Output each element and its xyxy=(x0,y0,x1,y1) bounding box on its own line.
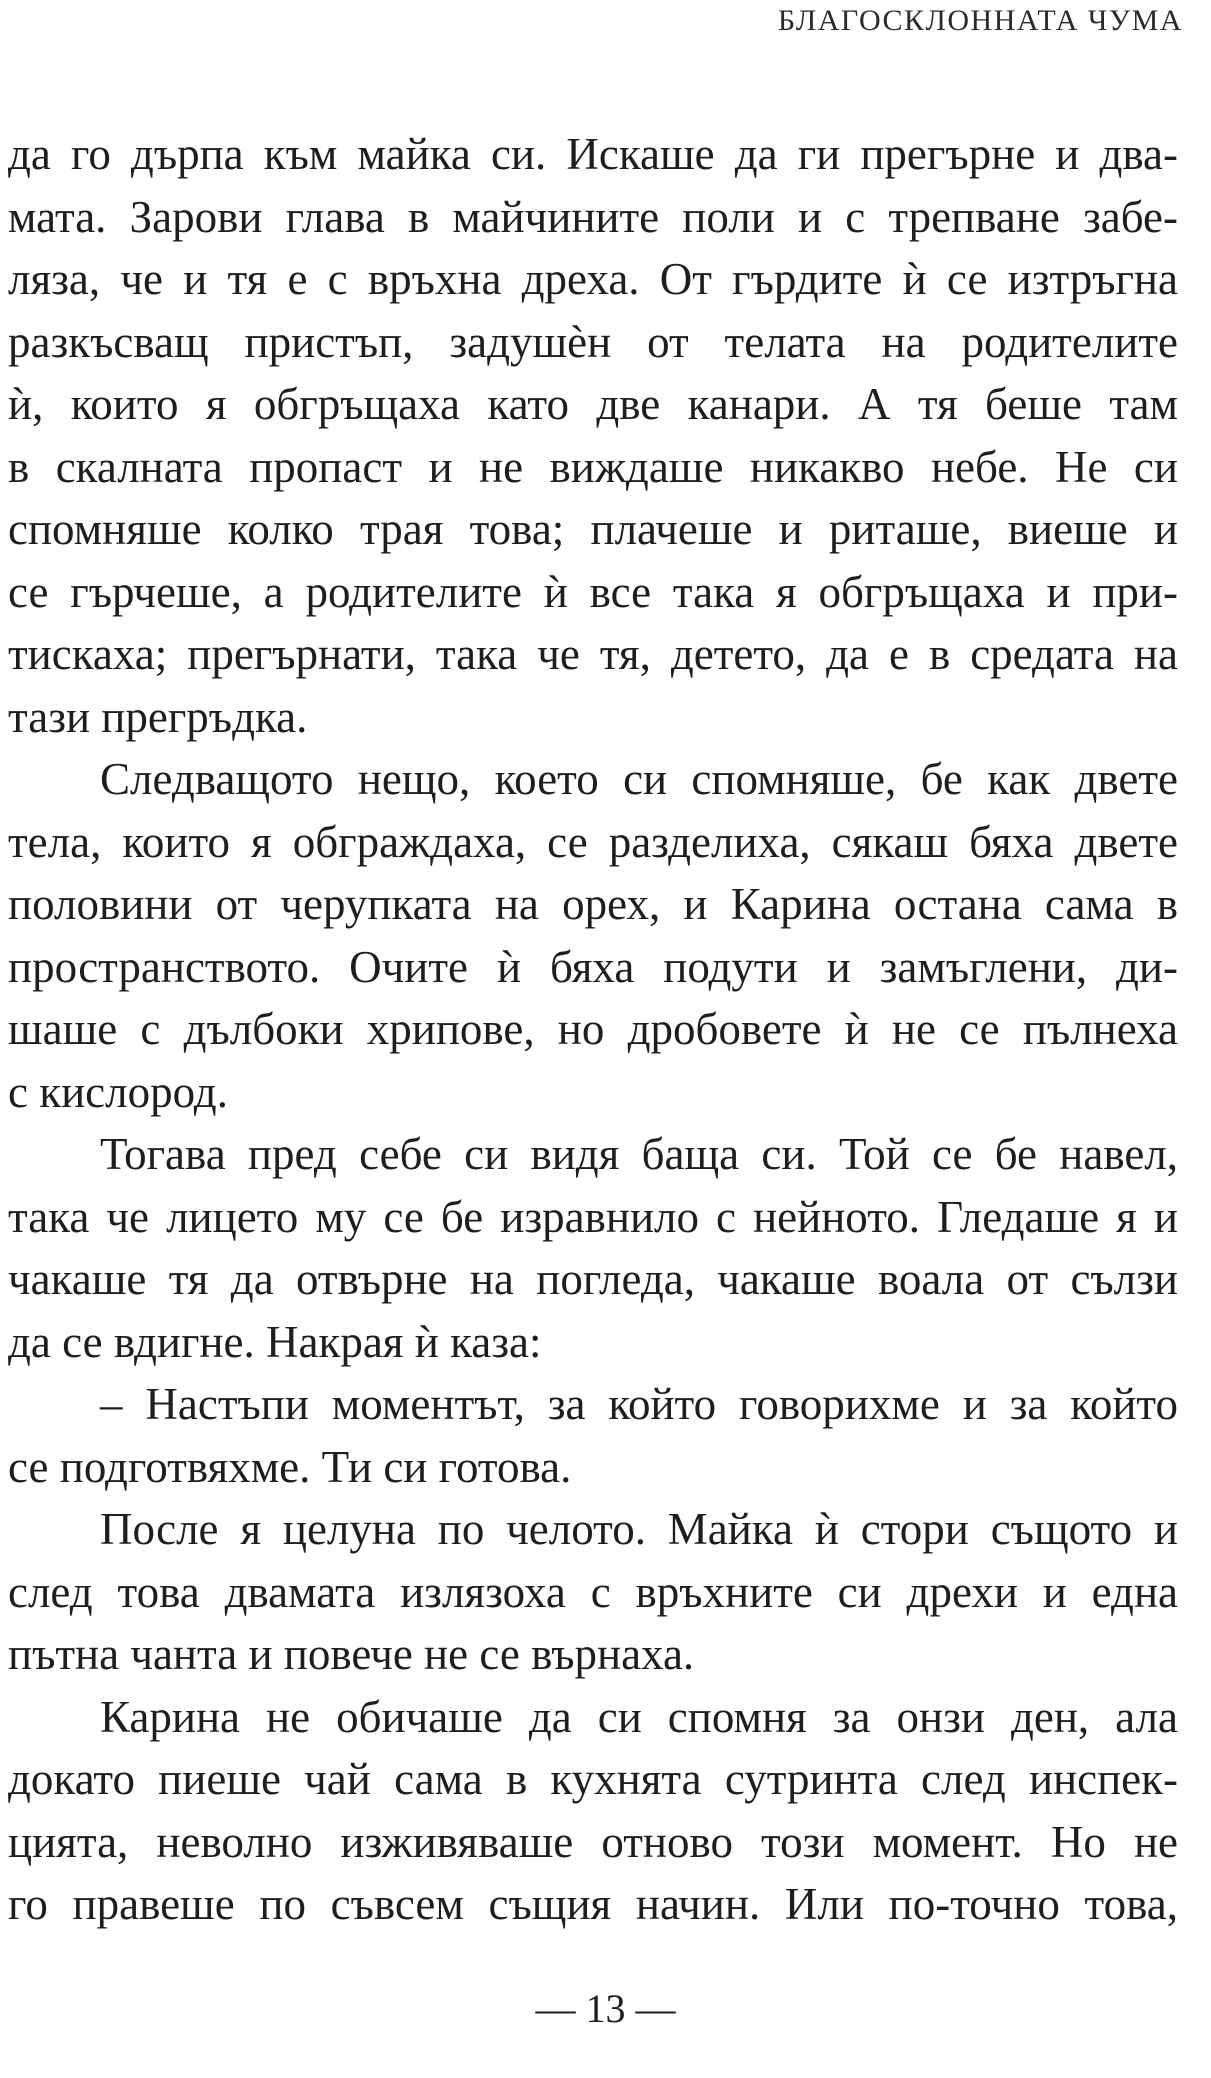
text-line-paragraph-start: Следващото нещо, което си спомняше, бе как двете xyxy=(100,754,1178,804)
dialogue-line: – Настъпи моментът, за който говорихме и за който xyxy=(100,1379,1178,1429)
body-text xyxy=(8,123,1178,1936)
text-line: се гърчеше, а родителите ѝ все така я обгръщаха и при- xyxy=(8,566,1178,617)
text-line-paragraph-end: с кислород. xyxy=(8,1066,228,1117)
text-line: ѝ, които я обгръщаха като две канари. А тя беше там xyxy=(8,379,1178,429)
text-line: тискаха; прегърнати, така че тя, детето, да е в средата на xyxy=(8,629,1178,679)
text-line: след това двамата излязоха с връхните си дрехи и една xyxy=(8,1566,1178,1617)
text-line: шаше с дълбоки хрипове, но дробовете ѝ не се пълнеха xyxy=(8,1004,1178,1054)
text-line: ляза, че и тя е с връхна дреха. От гърдите ѝ се изтръгна xyxy=(8,254,1178,304)
text-line: мата. Зарови глава в майчините поли и с трепване забе- xyxy=(8,191,1178,242)
text-line: чакаше тя да отвърне на погледа, чакаше воала от сълзи xyxy=(8,1254,1178,1304)
text-line-paragraph-start: Тогава пред себе си видя баща си. Той се бе навел, xyxy=(100,1129,1178,1179)
page-number: — 13 — xyxy=(535,1986,676,2031)
text-line: така че лицето му се бе изравнило с нейното. Гледаше я и xyxy=(8,1191,1178,1242)
text-line-paragraph-end: пътна чанта и повече не се върнаха. xyxy=(8,1629,695,1679)
text-line: докато пиеше чай сама в кухнята сутринта след инспек- xyxy=(8,1754,1178,1804)
text-line: пространството. Очите ѝ бяха подути и замъглени, ди- xyxy=(8,941,1178,992)
text-line-paragraph-end: се подготвяхме. Ти си готова. xyxy=(8,1441,572,1492)
text-line: да го дърпа към майка си. Искаше да ги прегърне и два- xyxy=(8,129,1178,179)
text-line: спомняше колко трая това; плачеше и риташе, виеше и xyxy=(8,504,1178,554)
text-line: го правеше по съвсем същия начин. Или по-точно това, xyxy=(8,1879,1178,1929)
text-line-paragraph-start: После я целуна по челото. Майка ѝ стори същото и xyxy=(100,1504,1178,1554)
text-line-paragraph-start: Карина не обичаше да си спомня за онзи ден, ала xyxy=(100,1691,1178,1742)
text-line: тела, които я обграждаха, се разделиха, сякаш бяха двете xyxy=(8,816,1178,867)
text-line: цията, неволно изживяваше отново този момент. Но не xyxy=(8,1816,1178,1867)
text-line: половини от черупката на орех, и Карина остана сама в xyxy=(8,879,1178,929)
text-line: в скалната пропаст и не виждаше никакво небе. Не си xyxy=(8,441,1178,492)
text-line-paragraph-end: тази прегръдка. xyxy=(8,691,308,742)
text-line-paragraph-end: да се вдигне. Накрая ѝ каза: xyxy=(8,1316,542,1367)
text-line: разкъсващ пристъп, задушѐн от телата на родителите xyxy=(8,316,1178,367)
running-header-title: БЛАГОСКЛОННАТА ЧУМА xyxy=(777,4,1183,37)
